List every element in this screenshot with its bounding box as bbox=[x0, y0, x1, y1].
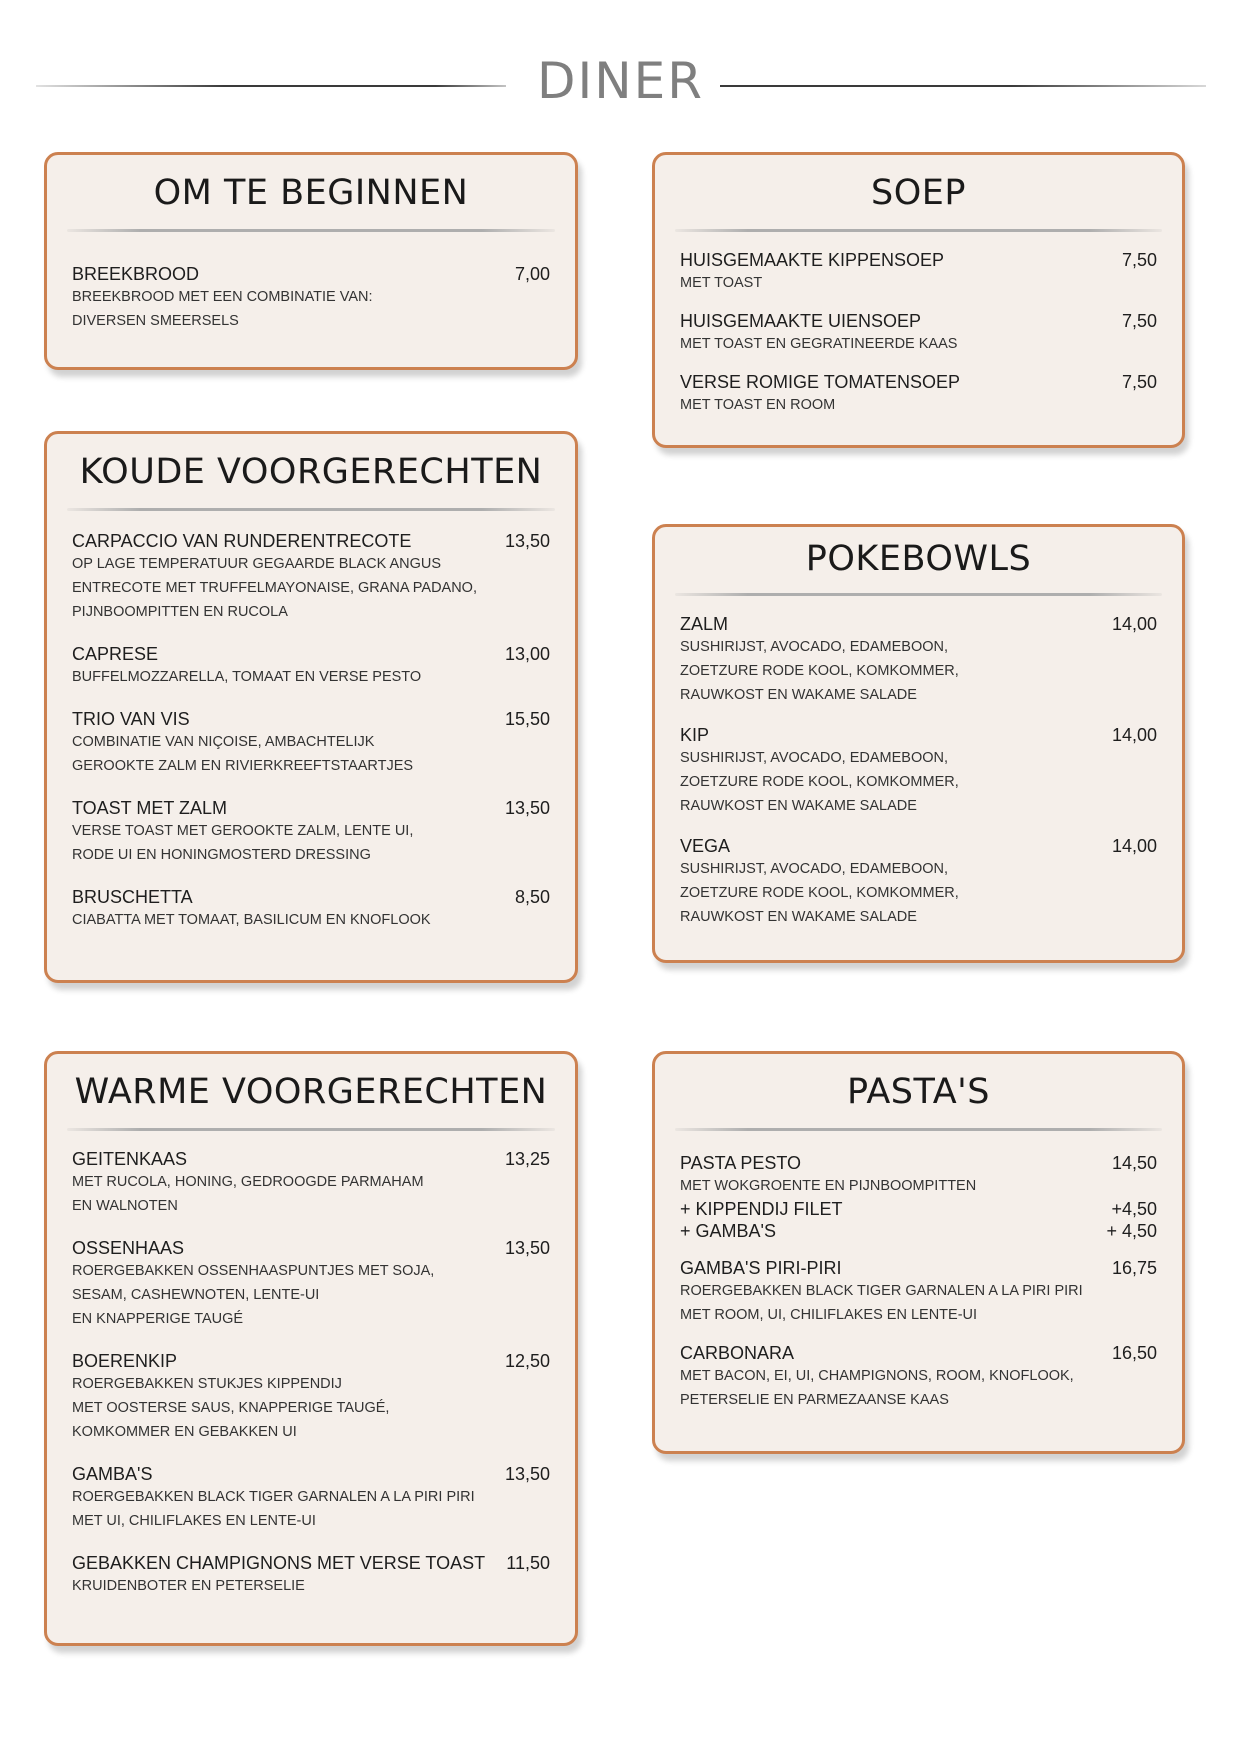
item-price: 14,00 bbox=[1111, 836, 1157, 856]
menu-item bbox=[72, 644, 550, 689]
item-description: BUFFELMOZZARELLA, TOMAAT EN VERSE PESTO bbox=[72, 669, 422, 685]
menu-item bbox=[680, 725, 1157, 818]
menu-item bbox=[680, 836, 1157, 929]
item-name: TOAST MET ZALM bbox=[72, 798, 228, 818]
item-price: 12,50 bbox=[504, 1351, 550, 1371]
menu-item bbox=[680, 1343, 1157, 1412]
section-koude-voorgerechten bbox=[44, 431, 578, 983]
item-list bbox=[680, 1131, 1157, 1412]
section-title: WARME VOORGERECHTEN bbox=[74, 1072, 548, 1112]
item-price: 13,00 bbox=[504, 644, 550, 664]
menu-item bbox=[72, 1149, 550, 1218]
page-title: DINER bbox=[537, 52, 704, 110]
item-list bbox=[680, 232, 1157, 417]
extra-label: + GAMBA'S bbox=[680, 1221, 776, 1241]
item-name: HUISGEMAAKTE UIENSOEP bbox=[680, 311, 922, 331]
item-description: SUSHIRIJST, AVOCADO, EDAMEBOON, ZOETZURE RODE KOOL, KOMKOMMER, RAUWKOST EN WAKAME SALADE bbox=[680, 639, 959, 703]
menu-item bbox=[72, 887, 550, 932]
item-description: OP LAGE TEMPERATUUR GEGAARDE BLACK ANGUS ENTRECOTE MET TRUFFELMAYONAISE, GRANA PADANO, PIJNBOOMPITTEN EN RUCOLA bbox=[72, 556, 477, 620]
item-list bbox=[72, 232, 550, 333]
item-description: MET TOAST bbox=[680, 275, 763, 291]
extra-option bbox=[680, 1198, 1157, 1220]
section-title: KOUDE VOORGERECHTEN bbox=[79, 452, 543, 492]
item-price: 7,50 bbox=[1121, 250, 1157, 270]
menu-item bbox=[72, 709, 550, 778]
item-price: 8,50 bbox=[514, 887, 550, 907]
item-price: 16,50 bbox=[1111, 1343, 1157, 1363]
item-name: CARBONARA bbox=[680, 1343, 795, 1363]
item-description: MET BACON, EI, UI, CHAMPIGNONS, ROOM, KNOFLOOK, PETERSELIE EN PARMEZAANSE KAAS bbox=[680, 1368, 1074, 1408]
item-price: 13,50 bbox=[504, 531, 550, 551]
item-price: 7,50 bbox=[1121, 372, 1157, 392]
item-name: BREEKBROOD bbox=[72, 264, 200, 284]
item-name: BRUSCHETTA bbox=[72, 887, 193, 907]
section-soep bbox=[652, 152, 1185, 448]
item-description: KRUIDENBOTER EN PETERSELIE bbox=[72, 1578, 305, 1594]
item-name: CAPRESE bbox=[72, 644, 159, 664]
item-price: 7,50 bbox=[1121, 311, 1157, 331]
menu-item bbox=[72, 531, 550, 624]
item-price: 13,50 bbox=[504, 1464, 550, 1484]
section-pokebowls bbox=[652, 524, 1185, 963]
item-list bbox=[72, 511, 550, 932]
item-name: CARPACCIO VAN RUNDERENTRECOTE bbox=[72, 531, 412, 551]
item-description: ROERGEBAKKEN OSSENHAASPUNTJES MET SOJA, SESAM, CASHEWNOTEN, LENTE-UI EN KNAPPERIGE TAUGÉ bbox=[72, 1263, 435, 1327]
menu-item bbox=[680, 311, 1157, 356]
extra-option bbox=[680, 1220, 1157, 1242]
item-description: MET WOKGROENTE EN PIJNBOOMPITTEN bbox=[680, 1178, 977, 1194]
item-price: 7,00 bbox=[514, 264, 550, 284]
item-list bbox=[680, 596, 1157, 929]
item-description: ROERGEBAKKEN BLACK TIGER GARNALEN A LA PIRI PIRI MET UI, CHILIFLAKES EN LENTE-UI bbox=[72, 1489, 475, 1529]
menu-item bbox=[680, 1258, 1157, 1327]
extra-label: + KIPPENDIJ FILET bbox=[680, 1199, 843, 1219]
item-price: 13,50 bbox=[504, 798, 550, 818]
extra-price: + 4,50 bbox=[1106, 1221, 1157, 1241]
item-price: 14,00 bbox=[1111, 725, 1157, 745]
item-price: 13,25 bbox=[504, 1149, 550, 1169]
menu-item bbox=[680, 1153, 1157, 1242]
item-name: KIP bbox=[680, 725, 710, 745]
item-description: ROERGEBAKKEN STUKJES KIPPENDIJ MET OOSTERSE SAUS, KNAPPERIGE TAUGÉ, KOMKOMMER EN GEBAKKEN UI bbox=[72, 1376, 390, 1440]
item-description: SUSHIRIJST, AVOCADO, EDAMEBOON, ZOETZURE RODE KOOL, KOMKOMMER, RAUWKOST EN WAKAME SALADE bbox=[680, 861, 959, 925]
item-list bbox=[72, 1131, 550, 1598]
item-name: GAMBA'S bbox=[72, 1464, 153, 1484]
item-name: VERSE ROMIGE TOMATENSOEP bbox=[680, 372, 961, 392]
item-name: GAMBA'S PIRI-PIRI bbox=[680, 1258, 842, 1278]
item-description: MET TOAST EN GEGRATINEERDE KAAS bbox=[680, 336, 958, 352]
item-description: CIABATTA MET TOMAAT, BASILICUM EN KNOFLOOK bbox=[72, 912, 431, 928]
item-name: GEBAKKEN CHAMPIGNONS MET VERSE TOAST bbox=[72, 1553, 486, 1573]
item-price: 15,50 bbox=[504, 709, 550, 729]
menu-item bbox=[72, 1351, 550, 1444]
item-price: 16,75 bbox=[1111, 1258, 1157, 1278]
item-name: PASTA PESTO bbox=[680, 1153, 802, 1173]
item-description: VERSE TOAST MET GEROOKTE ZALM, LENTE UI, RODE UI EN HONINGMOSTERD DRESSING bbox=[72, 823, 414, 863]
menu-item bbox=[72, 264, 550, 333]
section-om-te-beginnen bbox=[44, 152, 578, 370]
item-name: HUISGEMAAKTE KIPPENSOEP bbox=[680, 250, 945, 270]
item-name: BOERENKIP bbox=[72, 1351, 178, 1371]
section-title: OM TE BEGINNEN bbox=[153, 173, 469, 213]
section-pastas bbox=[652, 1051, 1185, 1454]
menu-item bbox=[680, 614, 1157, 707]
item-name: TRIO VAN VIS bbox=[72, 709, 190, 729]
menu-item bbox=[72, 798, 550, 867]
menu-item bbox=[680, 250, 1157, 295]
item-name: OSSENHAAS bbox=[72, 1238, 185, 1258]
section-title: SOEP bbox=[871, 173, 966, 213]
item-price: 14,50 bbox=[1111, 1153, 1157, 1173]
section-title: POKEBOWLS bbox=[805, 539, 1032, 579]
item-description: SUSHIRIJST, AVOCADO, EDAMEBOON, ZOETZURE RODE KOOL, KOMKOMMER, RAUWKOST EN WAKAME SALADE bbox=[680, 750, 959, 814]
item-price: 14,00 bbox=[1111, 614, 1157, 634]
header-rule-right bbox=[720, 85, 1206, 87]
extra-price: +4,50 bbox=[1111, 1199, 1157, 1219]
item-description: MET RUCOLA, HONING, GEDROOGDE PARMAHAM EN WALNOTEN bbox=[72, 1174, 424, 1214]
menu-item bbox=[72, 1238, 550, 1331]
page-header bbox=[0, 48, 1241, 118]
item-name: GEITENKAAS bbox=[72, 1149, 188, 1169]
section-title: PASTA'S bbox=[847, 1072, 990, 1112]
menu-item bbox=[680, 372, 1157, 417]
item-price: 11,50 bbox=[506, 1553, 550, 1573]
menu-item bbox=[72, 1553, 550, 1598]
section-warme-voorgerechten bbox=[44, 1051, 578, 1646]
item-description: COMBINATIE VAN NIÇOISE, AMBACHTELIJK GEROOKTE ZALM EN RIVIERKREEFTSTAARTJES bbox=[72, 734, 414, 774]
item-name: VEGA bbox=[680, 836, 731, 856]
menu-item bbox=[72, 1464, 550, 1533]
item-price: 13,50 bbox=[504, 1238, 550, 1258]
item-description: MET TOAST EN ROOM bbox=[680, 397, 836, 413]
item-description: ROERGEBAKKEN BLACK TIGER GARNALEN A LA PIRI PIRI MET ROOM, UI, CHILIFLAKES EN LENTE-UI bbox=[680, 1283, 1083, 1323]
item-name: ZALM bbox=[680, 614, 729, 634]
item-description: BREEKBROOD MET EEN COMBINATIE VAN: DIVERSEN SMEERSELS bbox=[72, 289, 373, 329]
